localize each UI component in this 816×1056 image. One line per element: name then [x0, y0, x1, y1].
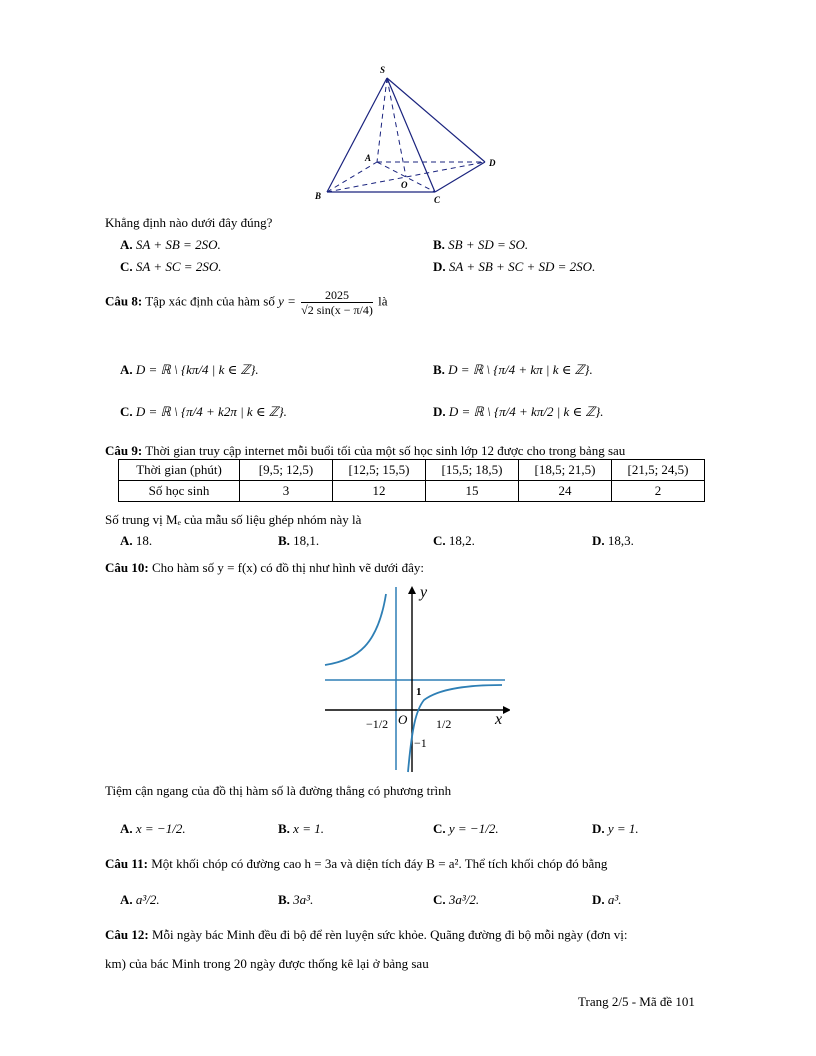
q9-followup: Số trung vị Mₑ của mẫu số liệu ghép nhóm này là [105, 512, 362, 527]
table-cell: 2 [612, 481, 705, 502]
y-int-label: −1 [414, 736, 427, 750]
label-b: B [315, 191, 322, 201]
label-a: A [365, 153, 372, 163]
q8-option-d[interactable]: D. D = ℝ \ {π/4 + kπ/2 | k ∈ ℤ}. [433, 404, 604, 419]
q9-option-c[interactable]: C. 18,2. [433, 533, 475, 548]
q11-option-d[interactable]: D. a³. [592, 892, 622, 907]
q8-option-a[interactable]: A. D = ℝ \ {kπ/4 | k ∈ ℤ}. [120, 362, 259, 377]
table-row [119, 460, 705, 481]
q10-stem: Câu 10: Cho hàm số y = f(x) có đồ thị như hình vẽ dưới đây: [105, 560, 424, 575]
label-c: C [434, 195, 441, 205]
v-asym-label: −1/2 [366, 717, 389, 731]
q10-option-b[interactable]: B. x = 1. [278, 821, 324, 836]
q8-option-b[interactable]: B. D = ℝ \ {π/4 + kπ | k ∈ ℤ}. [433, 362, 593, 377]
q9-table [118, 459, 705, 502]
table-header-cell: [15,5; 18,5) [426, 460, 519, 481]
q9-option-a[interactable]: A. 18. [120, 533, 153, 548]
q7-option-a[interactable]: A. SA + SB = 2SO. [120, 237, 221, 252]
q11-option-a[interactable]: A. a³/2. [120, 892, 160, 907]
origin-label: O [398, 712, 408, 727]
x-int-label: 1/2 [436, 717, 452, 731]
q7-option-b[interactable]: B. SB + SD = SO. [433, 237, 529, 252]
q10-option-d[interactable]: D. y = 1. [592, 821, 639, 836]
table-cell: Số học sinh [119, 481, 240, 502]
table-header-cell: [9,5; 12,5) [240, 460, 333, 481]
q8-stem: Câu 8: Tập xác định của hàm số y = $\frac{2025}{√2 \sin(x - \pi/4)}$ là [105, 288, 388, 317]
q9-stem: Câu 9: Thời gian truy cập internet mỗi buổi tối của một số học sinh lớp 12 được cho trong bảng sau [105, 443, 626, 458]
label-d: D [489, 158, 496, 168]
q12-stem-line2: km) của bác Minh trong 20 ngày được thống kê lại ở bảng sau [105, 956, 429, 971]
table-header-cell: Thời gian (phút) [119, 460, 240, 481]
q8-option-c[interactable]: C. D = ℝ \ {π/4 + k2π | k ∈ ℤ}. [120, 404, 287, 419]
table-cell: 24 [519, 481, 612, 502]
table-header-cell: [18,5; 21,5) [519, 460, 612, 481]
pyramid-figure [310, 62, 510, 210]
q7-option-c[interactable]: C. SA + SC = 2SO. [120, 259, 222, 274]
q11-option-c[interactable]: C. 3a³/2. [433, 892, 480, 907]
q12-stem-line1: Câu 12: Mỗi ngày bác Minh đều đi bộ để rèn luyện sức khỏe. Quãng đường đi bộ mỗi ngày (đơn vị: [105, 927, 628, 942]
q7-option-d[interactable]: D. SA + SB + SC + SD = 2SO. [433, 259, 596, 274]
table-header-cell: [12,5; 15,5) [333, 460, 426, 481]
x-axis-label: x [495, 711, 503, 728]
q7-stem: Khẳng định nào dưới đây đúng? [105, 215, 273, 230]
h-asym-label: 1 [416, 686, 422, 698]
q11-stem: Câu 11: Một khối chóp có đường cao h = 3a và diện tích đáy B = a². Thể tích khối chóp đó bằng [105, 856, 608, 871]
label-o: O [401, 180, 408, 190]
q9-option-d[interactable]: D. 18,3. [592, 533, 634, 548]
q10-option-a[interactable]: A. x = −1/2. [120, 821, 186, 836]
table-header-cell: [21,5; 24,5) [612, 460, 705, 481]
q10-followup: Tiệm cận ngang của đồ thị hàm số là đường thẳng có phương trình [105, 783, 452, 798]
q10-option-c[interactable]: C. y = −1/2. [433, 821, 499, 836]
table-cell: 12 [333, 481, 426, 502]
table-cell: 3 [240, 481, 333, 502]
q11-option-b[interactable]: B. 3a³. [278, 892, 314, 907]
q10-graph [320, 582, 510, 774]
label-s: S [380, 65, 386, 75]
q9-option-b[interactable]: B. 18,1. [278, 533, 320, 548]
table-cell: 15 [426, 481, 519, 502]
page-footer: Trang 2/5 - Mã đề 101 [578, 994, 695, 1009]
table-row [119, 481, 705, 502]
y-axis-label: y [420, 584, 428, 601]
